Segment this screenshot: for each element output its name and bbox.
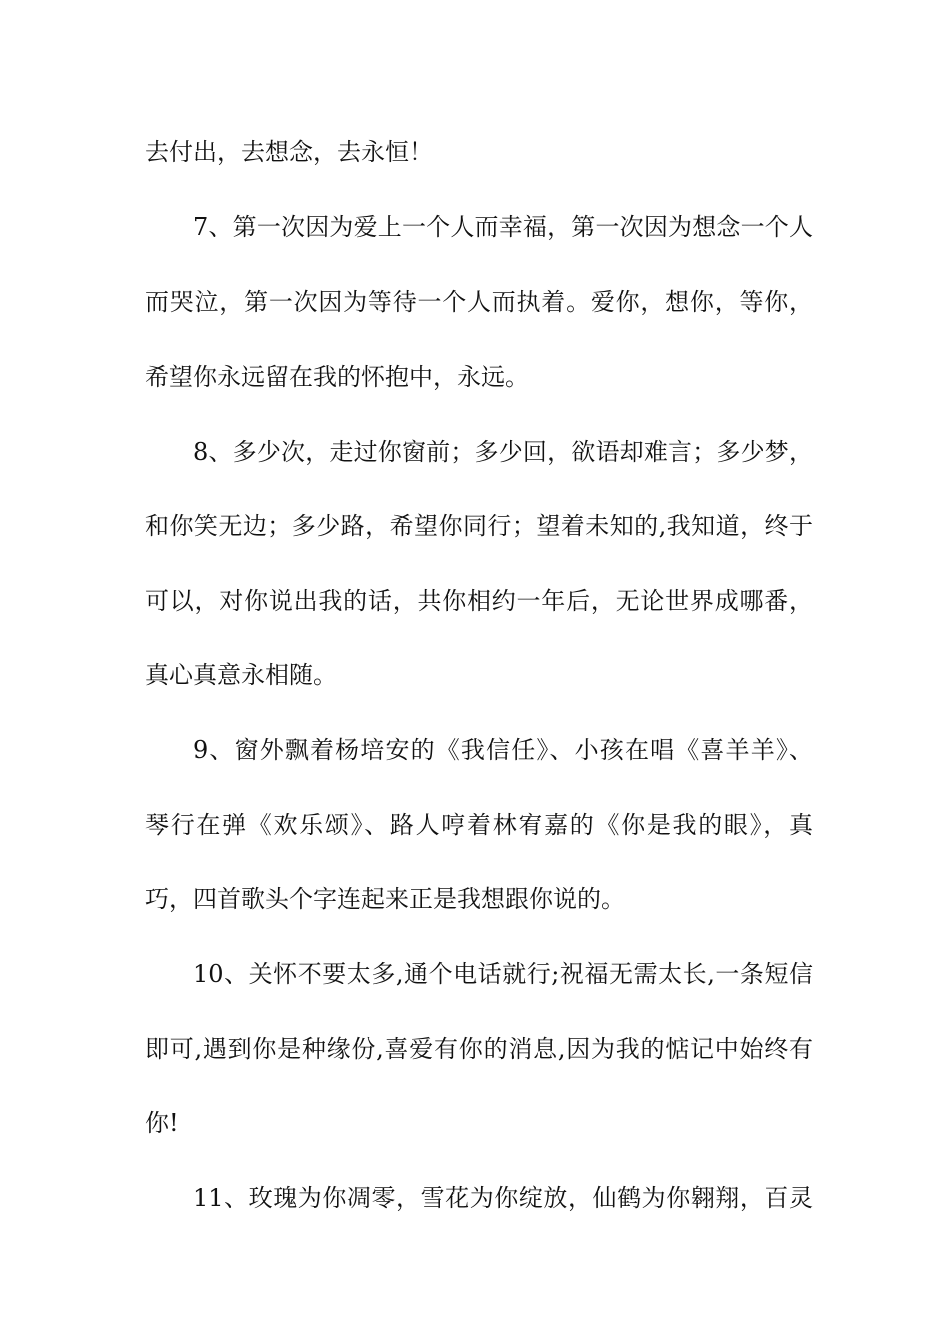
paragraph-10-line-2: 即可,遇到你是种缘份,喜爱有你的消息,因为我的惦记中始终有 (145, 1035, 813, 1063)
paragraph-8-line-4: 真心真意永相随。 (145, 661, 337, 689)
paragraph-9-line-1: 9、窗外飘着杨培安的《我信任》、小孩在唱《喜羊羊》、 (193, 736, 813, 764)
paragraph-8-line-1: 8、多少次，走过你窗前；多少回，欲语却难言；多少梦， (193, 438, 813, 466)
paragraph-10-line-1: 10、关怀不要太多,通个电话就行;祝福无需太长,一条短信 (193, 960, 813, 988)
paragraph-6-line-end: 去付出，去想念，去永恒！ (145, 138, 433, 166)
paragraph-7-line-3: 希望你永远留在我的怀抱中，永远。 (145, 363, 529, 391)
paragraph-8-line-2: 和你笑无边；多少路，希望你同行；望着未知的,我知道，终于 (145, 512, 813, 540)
paragraph-11-line-1: 11、玫瑰为你凋零，雪花为你绽放，仙鹤为你翱翔，百灵 (193, 1184, 813, 1212)
paragraph-7-line-2: 而哭泣，第一次因为等待一个人而执着。爱你，想你，等你， (145, 288, 813, 316)
paragraph-10-line-3: 你! (145, 1109, 179, 1137)
paragraph-9-line-3: 巧，四首歌头个字连起来正是我想跟你说的。 (145, 885, 625, 913)
paragraph-8-line-3: 可以，对你说出我的话，共你相约一年后，无论世界成哪番， (145, 587, 813, 615)
paragraph-9-line-2: 琴行在弹《欢乐颂》、路人哼着林宥嘉的《你是我的眼》，真 (145, 811, 813, 839)
paragraph-7-line-1: 7、第一次因为爱上一个人而幸福，第一次因为想念一个人 (193, 213, 813, 241)
